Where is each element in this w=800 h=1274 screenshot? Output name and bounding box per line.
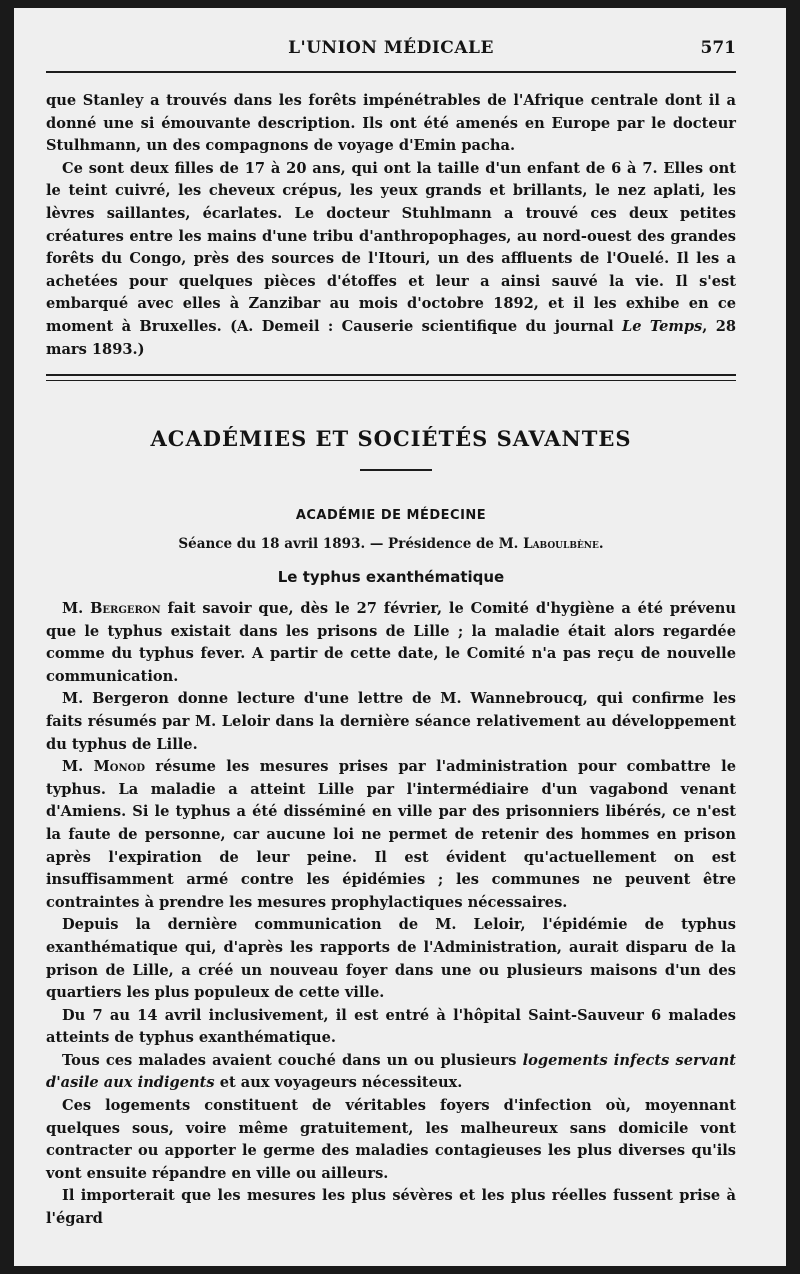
president-name: Laboulbène [523, 536, 599, 552]
journal-page [14, 8, 786, 1266]
article-body [46, 598, 736, 1231]
paragraph-bergeron: M. Bergeron fait savoir que, dès le 27 février, le Comité d'hygiène a été prévenu que le typhus existait dans les prisons de Lille ; la maladie était alors regardée comme du typhus fever. A partir de cette date, le Comité n'a pas reçu de nouvelle communication. [46, 600, 736, 685]
journal-title: L'UNION MÉDICALE [288, 38, 494, 58]
section-divider [46, 374, 736, 381]
paragraph-measures: Il importerait que les mesures les plus sévères et les plus réelles fussent prise à l'égard [46, 1187, 736, 1228]
session-line: Séance du 18 avril 1893. — Présidence de M. Laboulbène. [178, 536, 604, 552]
page-number: 571 [700, 38, 736, 58]
intro-text [46, 90, 736, 361]
running-head [46, 38, 736, 62]
title-underline [360, 469, 432, 471]
paragraph-hospital: Du 7 au 14 avril inclusivement, il est entré à l'hôpital Saint-Sauveur 6 malades atteints de typhus exanthématique. [46, 1006, 736, 1047]
intro-paragraph-1: que Stanley a trouvés dans les forêts impénétrables de l'Afrique centrale dont il a donné une si émouvante description. Ils ont été amenés en Europe par le docteur Stulhmann, un des compagnons de voyage d'Emin pacha. [46, 92, 736, 155]
intro-paragraph-2: Ce sont deux filles de 17 à 20 ans, qui ont la taille d'un enfant de 6 à 7. Elles ont le teint cuivré, les cheveux crépus, les yeux grands et brillants, le nez aplati, les lèvres saillantes, écarlates. Le docteur Stuhlmann a trouvé ces deux petites créatures entre les mains d'une tribu d'anthropophages, au nord-ouest des grandes forêts du Congo, près des sources de l'Itouri, un des affluents de l'Ouelé. Il les a achetées pour quelques pièces d'étoffes et leur a ainsi sauvé la vie. Il s'est embarqué avec elles à Zanzibar au mois d'octobre 1892, et il les exhibe en ce moment à Bruxelles. (A. Demeil : Causerie scientifique du journal Le Temps, 28 mars 1893.) [46, 159, 736, 358]
speaker-name: Bergeron [90, 600, 161, 617]
academy-heading: ACADÉMIE DE MÉDECINE [295, 508, 487, 523]
paragraph-lodgings: Tous ces malades avaient couché dans un ou plusieurs logements infects servant d'asile aux indigents et aux voyageurs nécessiteux. [46, 1051, 736, 1092]
article-title: Le typhus exanthématique [277, 568, 505, 586]
paragraph-letter: M. Bergeron donne lecture d'une lettre de M. Wannebroucq, qui confirme les faits résumés par M. Leloir dans la dernière séance relativement au développement du typhus de Lille. [46, 690, 736, 753]
paragraph-infection: Ces logements constituent de véritables foyers d'infection où, moyennant quelques sous, voire même gratuitement, les malheureux sans domicile vont contracter ou apporter le germe des maladies contagieuses les plus diverses qu'ils vont ensuite répandre en ville ou ailleurs. [46, 1097, 736, 1182]
speaker-name: Monod [93, 758, 146, 776]
header-rule [46, 71, 736, 73]
paragraph-monod: M. Monod résume les mesures prises par l'administration pour combattre le typhus. La maladie a atteint Lille par l'intermédiaire d'un vagabond venant d'Amiens. Si le typhus a été disséminé en ville par des prisonniers libérés, ce n'est la faute de personne, car aucune loi ne permet de retenir des hommes en prison après l'expiration de leur peine. Il est évident qu'actuellement on est insuffisamment armé contre les épidémies ; les communes ne peuvent être contraintes à prendre les mesures prophylactiques nécessaires. [46, 758, 736, 911]
newspaper-name: Le Temps [622, 317, 703, 335]
paragraph-new-focus: Depuis la dernière communication de M. Leloir, l'épidémie de typhus exanthématique qui, d'après les rapports de l'Administration, aurait disparu de la prison de Lille, a créé un nouveau foyer dans une ou plusieurs maisons d'un des quartiers les plus populeux de cette ville. [46, 916, 736, 1002]
section-title: ACADÉMIES ET SOCIÉTÉS SAVANTES [150, 426, 632, 451]
